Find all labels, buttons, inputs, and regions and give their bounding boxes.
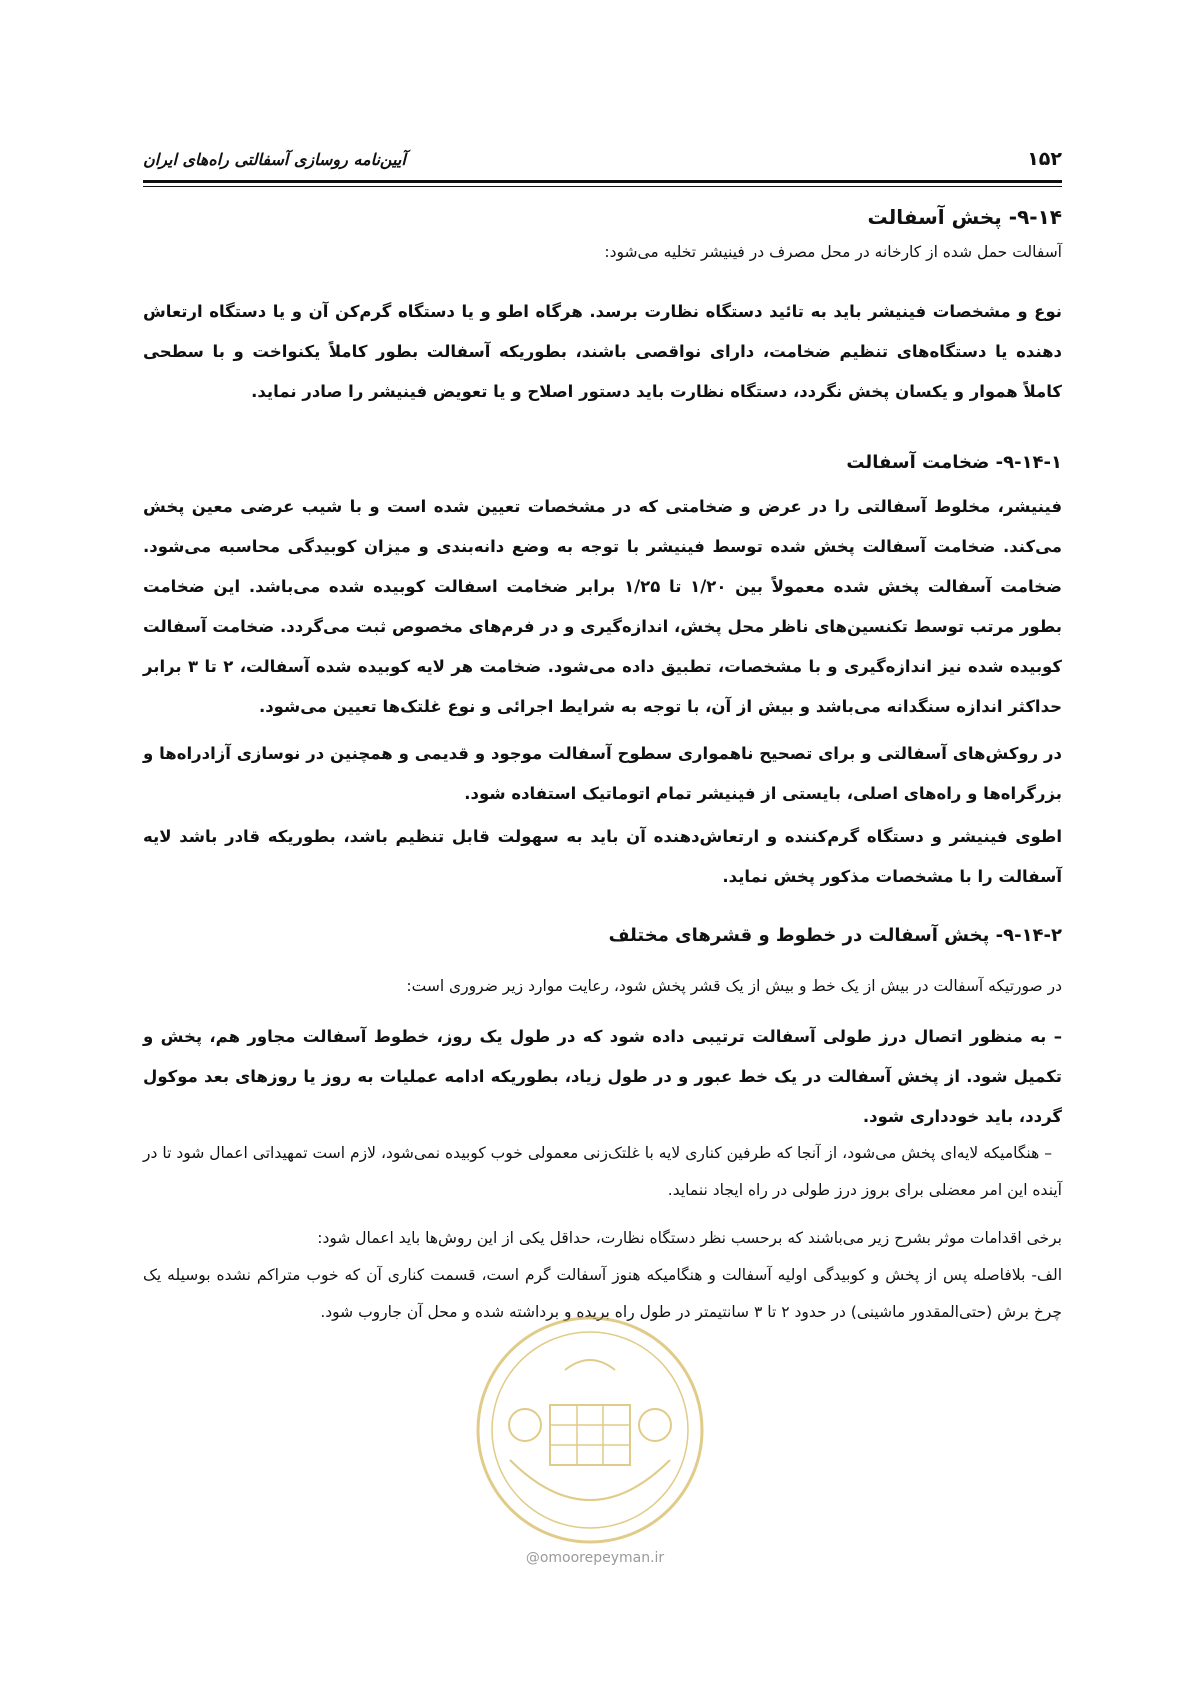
section-title-9-14: ۹-۱۴- پخش آسفالت bbox=[867, 205, 1062, 229]
header-rule-thick bbox=[143, 180, 1062, 183]
page-number: ۱۵۲ bbox=[1027, 148, 1062, 170]
bullet-longitudinal-joint: – به منظور اتصال درز طولی آسفالت ترتیبی داده شود که در طول یک روز، خطوط آسفالت مجاور هم، پخش و تکمیل شود. از پخش آسفالت در یک خط عبور و در طول زیاد، بطوریکه ادامه عملیات به روز یا روزهای بعد موکول گردد، باید خودداری شود. bbox=[143, 1027, 1062, 1126]
section-intro-2: در صورتیکه آسفالت در بیش از یک خط و بیش از یک قشر پخش شود، رعایت موارد زیر ضروری است: bbox=[406, 977, 1062, 995]
section-title-9-14-2: ۹-۱۴-۲- پخش آسفالت در خطوط و قشرهای مختلف bbox=[608, 925, 1062, 946]
section-title-9-14-1: ۹-۱۴-۱- ضخامت آسفالت bbox=[846, 452, 1062, 473]
paragraph-screed: اطوی فینیشر و دستگاه گرم‌کننده و ارتعاش‌دهنده آن باید به سهولت قابل تنظیم باشد، بطوریکه قادر باشد لایه آسفالت را با مشخصات مذکور پخش نماید. bbox=[143, 827, 1062, 886]
watermark-url: @omoorepeyman.ir bbox=[525, 1550, 665, 1566]
paragraph-overlays: در روکش‌های آسفالتی و برای تصحیح ناهمواری سطوح آسفالت موجود و قدیمی و همچنین در نوسازی آزادراه‌ها و بزرگراه‌ها و راه‌های اصلی، بایستی از فینیشر تمام اتوماتیک استفاده شود. bbox=[143, 744, 1062, 803]
header-rule-thin bbox=[143, 186, 1062, 187]
page-header bbox=[143, 148, 1062, 176]
seal-logo-icon bbox=[470, 1310, 710, 1550]
running-title: آیین‌نامه روسازی آسفالتی راه‌های ایران bbox=[143, 150, 406, 169]
section-intro: آسفالت حمل شده از کارخانه در محل مصرف در فینیشر تخلیه می‌شود: bbox=[604, 243, 1062, 261]
paragraph-measures: برخی اقدامات موثر بشرح زیر می‌باشند که برحسب نظر دستگاه نظارت، حداقل یکی از این روش‌ها باید اعمال شود: bbox=[317, 1229, 1062, 1247]
paragraph-alef: الف- بلافاصله پس از پخش و کوبیدگی اولیه آسفالت و هنگامیکه هنوز آسفالت گرم است، قسمت کناری آن که خوب متراکم نشده بوسیله یک چرخ برش (حتی‌المقدور ماشینی) در حدود ۲ تا ۳ سانتیمتر در طول راه بریده و برداشته شده و محل آن جاروب شود. bbox=[143, 1266, 1062, 1321]
paragraph-thickness: فینیشر، مخلوط آسفالتی را در عرض و ضخامتی که در مشخصات تعیین شده است و با شیب عرضی معین پخش می‌کند. ضخامت آسفالت پخش شده توسط فینیشر با توجه به وضع دانه‌بندی و میزان کوبیدگی محاسبه می‌شود. ضخامت آسفالت پخش شده معمولاً بین ۱/۲۰ تا ۱/۲۵ برابر ضخامت اسفالت کوبیده شده می‌باشد. این ضخامت بطور مرتب توسط تکنسین‌های ناظر محل پخش، اندازه‌گیری و در فرم‌های مخصوص ثبت می‌گردد. ضخامت آسفالت کوبیده شده نیز اندازه‌گیری و با مشخصات، تطبیق داده می‌شود. ضخامت هر لایه کوبیده شده آسفالت، ۲ تا ۳ برابر حداکثر اندازه سنگدانه می‌باشد و بیش از آن، با توجه به شرایط اجرائی و نوع غلتک‌ها تعیین می‌شود. bbox=[143, 497, 1062, 716]
bullet-edges: – هنگامیکه لایه‌ای پخش می‌شود، از آنجا که طرفین کناری لایه با غلتک‌زنی معمولی خوب کوبیده نمی‌شود، لازم است تمهیداتی اعمال شود تا در آینده این امر معضلی برای بروز درز طولی در راه ایجاد ننماید. bbox=[143, 1144, 1062, 1199]
paragraph-finisher-spec: نوع و مشخصات فینیشر باید به تائید دستگاه نظارت برسد. هرگاه اطو و یا دستگاه گرم‌کن آن و یا دستگاه ارتعاش دهنده یا دستگاه‌های تنظیم ضخامت، دارای نواقصی باشند، بطوریکه آسفالت بطور کاملاً یکنواخت و با سطحی کاملاً هموار و یکسان پخش نگردد، دستگاه نظارت باید دستور اصلاح و یا تعویض فینیشر را صادر نماید. bbox=[143, 302, 1062, 401]
